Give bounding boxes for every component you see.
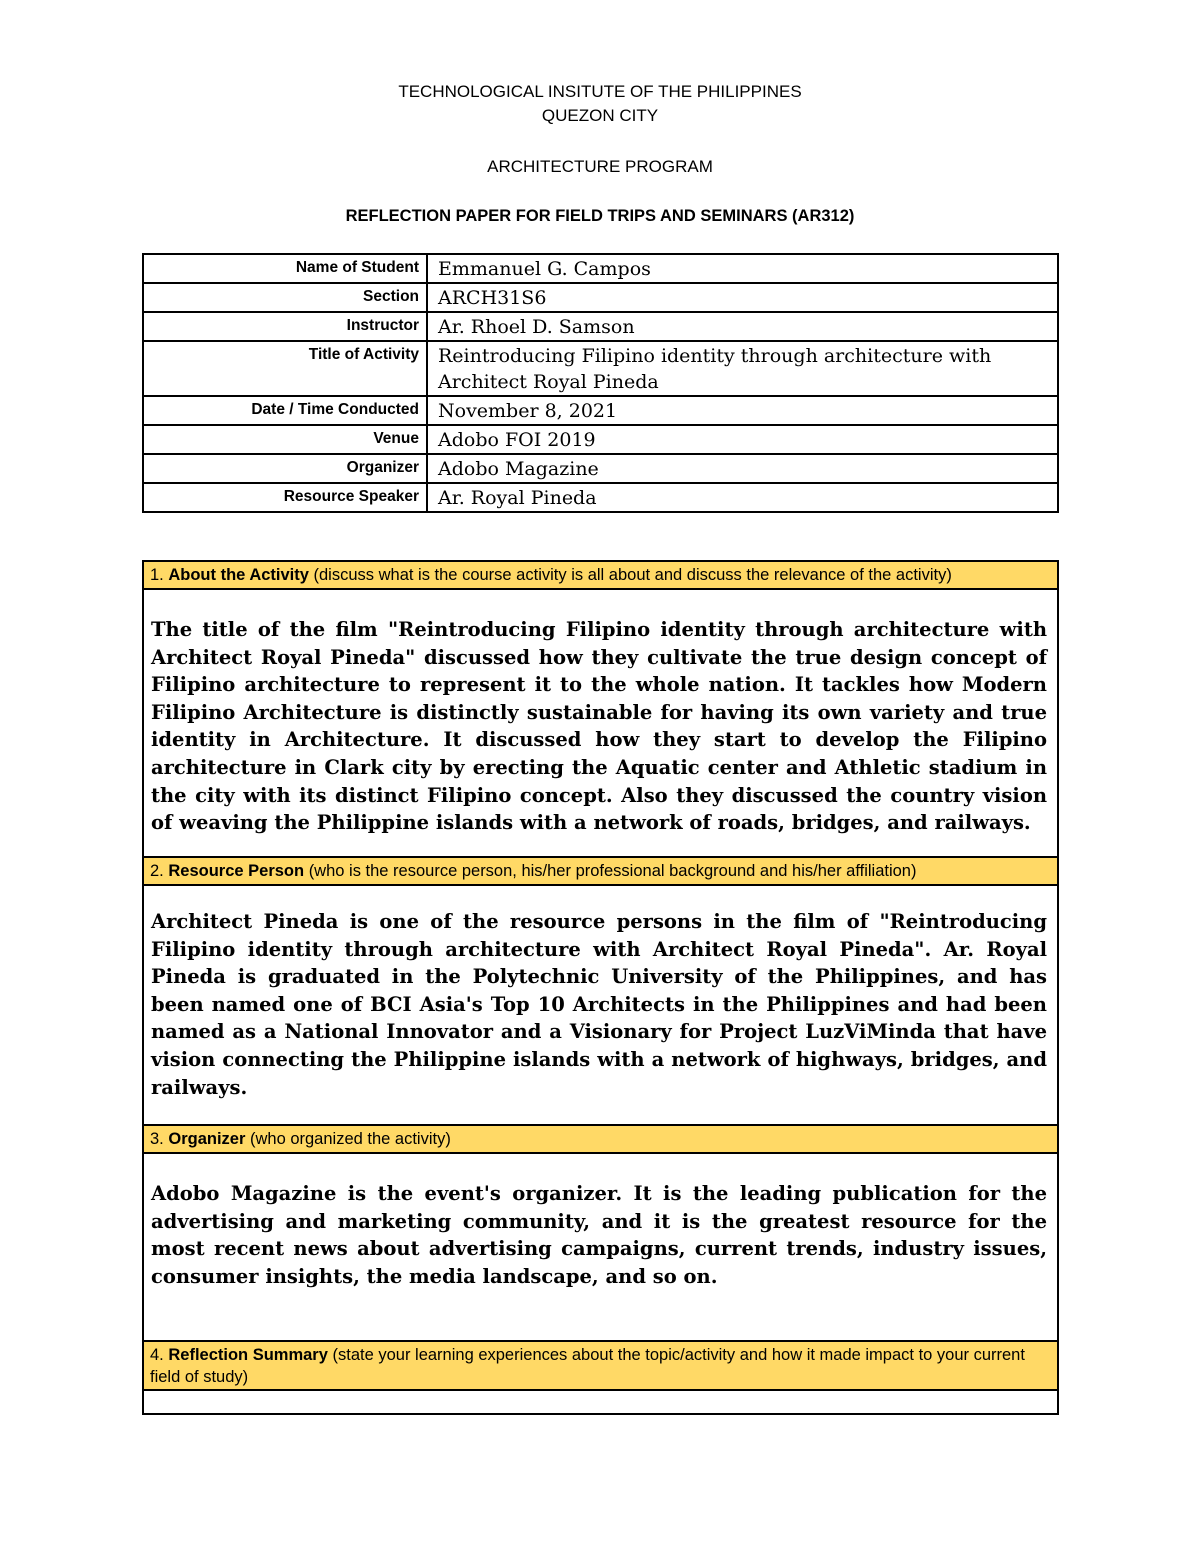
info-row-organizer: [143, 454, 1058, 483]
info-row-section: [143, 283, 1058, 312]
date-label: Date / Time Conducted: [143, 396, 427, 425]
section-1-number: 1.: [150, 566, 164, 584]
organizer-value: Adobo Magazine: [427, 454, 1058, 483]
document-title: REFLECTION PAPER FOR FIELD TRIPS AND SEMINARS (AR312): [345, 207, 855, 225]
section-body-row: [143, 1153, 1058, 1341]
section-body-row: [143, 1390, 1058, 1414]
info-row-speaker: [143, 483, 1058, 512]
section-3-number: 3.: [150, 1130, 164, 1148]
info-row-instructor: [143, 312, 1058, 341]
section-1-title: About the Activity: [168, 566, 309, 584]
section-header-row: [143, 561, 1058, 589]
section-header-row: [143, 1125, 1058, 1153]
section-2-body: Architect Pineda is one of the resource persons in the film of "Reintroducing Filipino identity through architecture with Architect Royal Pineda". Ar. Royal Pineda is graduated in the Polytechnic University of the Philippines, and has been named one of BCI Asia's Top 10 Architects in the Philippines and had been named as a National Innovator and a Visionary for Project LuzViMinda that have vision connecting the Philippine islands with a network of highways, bridges, and railways.: [143, 885, 1058, 1125]
student-label: Name of Student: [143, 254, 427, 283]
section-3-header: [143, 1125, 1058, 1153]
instructor-label: Instructor: [143, 312, 427, 341]
section-3-body: Adobo Magazine is the event's organizer. It is the leading publication for the advertising and marketing community, and it is the greatest resource for the most recent news about advertising campaigns, current trends, industry issues, consumer insights, the media landscape, and so on.: [143, 1153, 1058, 1341]
section-3-hint: (who organized the activity): [249, 1130, 451, 1148]
section-1-body: The title of the film "Reintroducing Filipino identity through architecture with Architect Royal Pineda" discussed how they cultivate the true design concept of Filipino architecture to represent it to the whole nation. It tackles how Modern Filipino Architecture is distinctly sustainable for having its own variety and true identity in Architecture. It discussed how they start to develop the Filipino architecture in Clark city by erecting the Aquatic center and Athletic stadium in the city with its distinct Filipino concept. Also they discussed the country vision of weaving the Philippine islands with a network of roads, bridges, and railways.: [143, 589, 1058, 857]
info-row-activity: [143, 341, 1058, 396]
venue-value: Adobo FOI 2019: [427, 425, 1058, 454]
section-body-row: [143, 589, 1058, 857]
info-row-venue: [143, 425, 1058, 454]
section-1-header: [143, 561, 1058, 589]
section-header-row: [143, 1341, 1058, 1390]
venue-label: Venue: [143, 425, 427, 454]
student-info-table: [142, 253, 1059, 513]
organizer-label: Organizer: [143, 454, 427, 483]
section-4-hint: (state your learning experiences about the topic/activity and how it made impact to your current field of study): [150, 1346, 1025, 1386]
institute-city: QUEZON CITY: [541, 106, 659, 125]
section-2-title: Resource Person: [168, 862, 305, 880]
activity-value: Reintroducing Filipino identity through architecture with Architect Royal Pineda: [427, 341, 1058, 396]
section-label: Section: [143, 283, 427, 312]
section-2-header: [143, 857, 1058, 885]
section-2-number: 2.: [150, 862, 164, 880]
section-4-body: [143, 1390, 1058, 1414]
section-1-hint: (discuss what is the course activity is all about and discuss the relevance of the activity): [313, 566, 952, 584]
speaker-label: Resource Speaker: [143, 483, 427, 512]
section-header-row: [143, 857, 1058, 885]
section-value: ARCH31S6: [427, 283, 1058, 312]
section-2-hint: (who is the resource person, his/her professional background and his/her affiliation): [308, 862, 917, 880]
info-row-student: [143, 254, 1058, 283]
section-body-row: [143, 885, 1058, 1125]
student-value: Emmanuel G. Campos: [427, 254, 1058, 283]
section-4-header: [143, 1341, 1058, 1390]
section-3-title: Organizer: [168, 1130, 246, 1148]
reflection-sections-table: [142, 560, 1059, 1415]
program-name: ARCHITECTURE PROGRAM: [487, 157, 713, 176]
instructor-value: Ar. Rhoel D. Samson: [427, 312, 1058, 341]
activity-label: Title of Activity: [143, 341, 427, 396]
section-4-title: Reflection Summary: [168, 1346, 328, 1364]
info-row-date: [143, 396, 1058, 425]
speaker-value: Ar. Royal Pineda: [427, 483, 1058, 512]
date-value: November 8, 2021: [427, 396, 1058, 425]
institute-name: TECHNOLOGICAL INSITUTE OF THE PHILIPPINES: [398, 82, 802, 101]
section-4-number: 4.: [150, 1346, 164, 1364]
